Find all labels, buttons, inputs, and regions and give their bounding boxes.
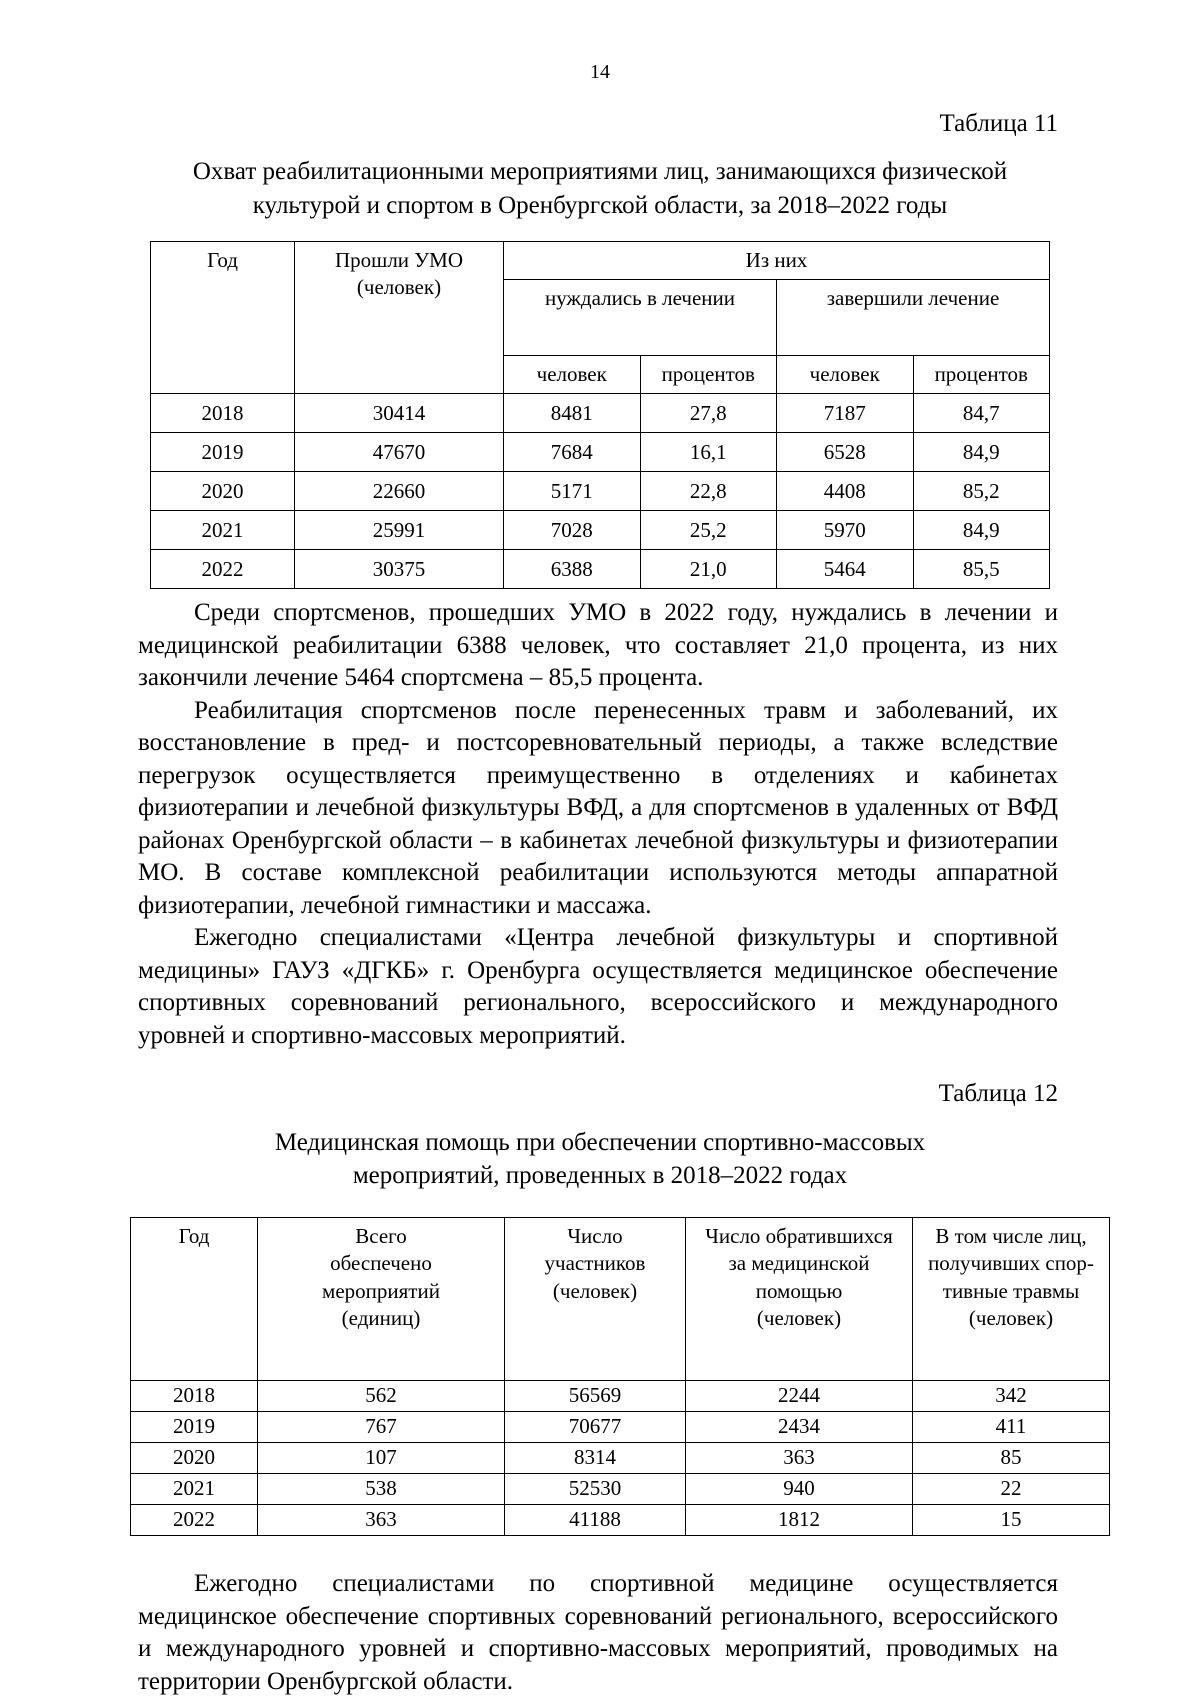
table-12-header-participants xyxy=(505,1218,686,1381)
table-12-header-injuries xyxy=(913,1218,1110,1381)
cell-done-percent: 84,9 xyxy=(913,433,1050,472)
cell-year: 2018 xyxy=(151,394,295,433)
cell-umo: 30375 xyxy=(295,550,504,589)
cell-applied: 2434 xyxy=(686,1412,913,1443)
cell-umo: 30414 xyxy=(295,394,504,433)
table-11-header-row-1 xyxy=(151,241,1050,279)
table-11-header-year: Год xyxy=(151,241,295,394)
cell-need-percent: 27,8 xyxy=(640,394,777,433)
table-12-header-applied-line-2: за медицинской xyxy=(728,1251,870,1276)
cell-need-people: 6388 xyxy=(504,550,641,589)
table-11-header-umo xyxy=(295,241,504,394)
table-12-header-applied xyxy=(686,1218,913,1381)
table-11 xyxy=(150,241,1050,590)
cell-participants: 8314 xyxy=(505,1443,686,1474)
table-12-header-applied-line-4: (человек) xyxy=(756,1305,842,1330)
cell-year: 2019 xyxy=(131,1412,258,1443)
cell-year: 2021 xyxy=(151,511,295,550)
cell-umo: 22660 xyxy=(295,472,504,511)
cell-done-percent: 85,5 xyxy=(913,550,1050,589)
paragraph-1: Среди спортсменов, прошедших УМО в 2022 году, нуждались в лечении и медицинской реабилитации 6388 человек, что составляет 21,0 процента, из них закончили лечение 5464 спортсмена – 85,5 процента. xyxy=(138,599,1058,692)
cell-need-people: 5171 xyxy=(504,472,641,511)
table-12-header-events-line-1: Всего xyxy=(355,1224,407,1249)
table-row xyxy=(151,511,1050,550)
table-12-header-participants-line-1: Число xyxy=(567,1224,623,1249)
cell-done-people: 5970 xyxy=(777,511,914,550)
cell-need-percent: 21,0 xyxy=(640,550,777,589)
cell-participants: 52530 xyxy=(505,1474,686,1505)
cell-year: 2022 xyxy=(131,1505,258,1536)
cell-injuries: 85 xyxy=(913,1443,1110,1474)
cell-events: 767 xyxy=(258,1412,505,1443)
cell-injuries: 22 xyxy=(913,1474,1110,1505)
table-12-title-line-2: мероприятий, проведенных в 2018–2022 годах xyxy=(352,1162,848,1190)
table-12-title xyxy=(130,1126,1070,1194)
cell-events: 363 xyxy=(258,1505,505,1536)
table-11-header-completed-treatment: завершили лечение xyxy=(777,280,1050,356)
page-number: 14 xyxy=(590,61,610,83)
cell-participants: 70677 xyxy=(505,1412,686,1443)
table-12 xyxy=(130,1217,1110,1536)
table-row xyxy=(151,394,1050,433)
table-12-caption: Таблица 12 xyxy=(938,1080,1058,1108)
table-12-header-injuries-line-3: тивные травмы xyxy=(942,1278,1080,1303)
cell-year: 2022 xyxy=(151,550,295,589)
table-row xyxy=(151,472,1050,511)
cell-done-percent: 85,2 xyxy=(913,472,1050,511)
cell-year: 2020 xyxy=(131,1443,258,1474)
cell-events: 562 xyxy=(258,1381,505,1412)
table-row xyxy=(151,433,1050,472)
body-text-block-1 xyxy=(130,597,1070,1052)
cell-year: 2019 xyxy=(151,433,295,472)
cell-applied: 940 xyxy=(686,1474,913,1505)
table-12-header-events xyxy=(258,1218,505,1381)
cell-injuries: 342 xyxy=(913,1381,1110,1412)
cell-done-people: 5464 xyxy=(777,550,914,589)
table-12-header-injuries-line-1: В том числе лиц, xyxy=(935,1224,1087,1249)
cell-events: 107 xyxy=(258,1443,505,1474)
paragraph-2: Реабилитация спортсменов после перенесенных травм и заболеваний, их восстановление в пред- и постсоревновательный периоды, а также вследствие перегрузок осуществляется преимущественно в отделениях и кабинетах физиотерапии и лечебной физкультуры ВФД, а для спортсменов в удаленных от ВФД районах Оренбургской области – в кабинетах лечебной физкультуры и физиотерапии МО. В составе комплексной реабилитации используются методы аппаратной физиотерапии, лечебной гимнастики и массажа. xyxy=(138,696,1058,919)
table-12-header-applied-line-3: помощью xyxy=(755,1278,843,1303)
table-11-header-of-which: Из них xyxy=(504,241,1050,279)
table-11-title-line-2: культурой и спортом в Оренбургской области, за 2018–2022 годы xyxy=(252,192,948,219)
table-11-header-people-completed: человек xyxy=(777,356,914,394)
table-11-caption: Таблица 11 xyxy=(939,110,1058,137)
table-11-header-percent-completed: процентов xyxy=(913,356,1050,394)
table-12-header-events-line-3: мероприятий xyxy=(322,1278,440,1303)
table-12-header-year: Год xyxy=(131,1218,258,1381)
cell-events: 538 xyxy=(258,1474,505,1505)
cell-done-people: 6528 xyxy=(777,433,914,472)
table-11-header-umo-line-2: (человек) xyxy=(356,275,442,300)
cell-umo: 47670 xyxy=(295,433,504,472)
table-11-header-umo-line-1: Прошли УМО xyxy=(334,247,463,272)
cell-need-people: 8481 xyxy=(504,394,641,433)
table-row xyxy=(131,1474,1110,1505)
cell-need-percent: 16,1 xyxy=(640,433,777,472)
table-12-header-events-line-4: (единиц) xyxy=(341,1305,421,1330)
cell-applied: 363 xyxy=(686,1443,913,1474)
cell-injuries: 411 xyxy=(913,1412,1110,1443)
table-row xyxy=(131,1505,1110,1536)
cell-year: 2018 xyxy=(131,1381,258,1412)
table-12-header-row xyxy=(131,1218,1110,1381)
table-12-header-injuries-line-4: (человек) xyxy=(968,1305,1054,1330)
cell-applied: 1812 xyxy=(686,1505,913,1536)
table-11-title xyxy=(130,155,1070,223)
table-12-title-line-1: Медицинская помощь при обеспечении спортивно-массовых xyxy=(274,1128,926,1156)
cell-participants: 56569 xyxy=(505,1381,686,1412)
table-row xyxy=(131,1443,1110,1474)
table-12-header-participants-line-3: (человек) xyxy=(552,1278,638,1303)
paragraph-3: Ежегодно специалистами «Центра лечебной физкультуры и спортивной медицины» ГАУЗ «ДГКБ» г. Оренбурга осуществляется медицинское обеспечение спортивных соревнований регионального, всероссийского и международного уровней и спортивно-массовых мероприятий. xyxy=(138,924,1058,1049)
table-11-header-percent-needed: процентов xyxy=(640,356,777,394)
cell-done-percent: 84,9 xyxy=(913,511,1050,550)
cell-need-people: 7684 xyxy=(504,433,641,472)
cell-umo: 25991 xyxy=(295,511,504,550)
cell-need-people: 7028 xyxy=(504,511,641,550)
cell-applied: 2244 xyxy=(686,1381,913,1412)
table-12-header-events-line-2: обеспечено xyxy=(330,1251,432,1276)
cell-need-percent: 25,2 xyxy=(640,511,777,550)
cell-done-people: 7187 xyxy=(777,394,914,433)
table-11-header-needed-treatment: нуждались в лечении xyxy=(504,280,777,356)
table-11-header-people-needed: человек xyxy=(504,356,641,394)
spacer xyxy=(130,1536,1070,1546)
cell-need-percent: 22,8 xyxy=(640,472,777,511)
body-text-block-2 xyxy=(130,1568,1070,1698)
table-12-header-injuries-line-2: получивших спор- xyxy=(928,1251,1094,1276)
table-row xyxy=(151,550,1050,589)
table-12-header-applied-line-1: Число обратившихся xyxy=(705,1224,893,1249)
table-row xyxy=(131,1412,1110,1443)
cell-done-percent: 84,7 xyxy=(913,394,1050,433)
table-12-header-participants-line-2: участников xyxy=(544,1251,646,1276)
cell-year: 2021 xyxy=(131,1474,258,1505)
cell-injuries: 15 xyxy=(913,1505,1110,1536)
cell-year: 2020 xyxy=(151,472,295,511)
cell-participants: 41188 xyxy=(505,1505,686,1536)
table-11-title-line-1: Охват реабилитационными мероприятиями лиц, занимающихся физической xyxy=(192,158,1008,186)
cell-done-people: 4408 xyxy=(777,472,914,511)
paragraph-4: Ежегодно специалистами по спортивной медицине осуществляется медицинское обеспечение спортивных соревнований регионального, всероссийского и международного уровней и спортивно-массовых мероприятий, проводимых на территории Оренбургской области. xyxy=(138,1570,1058,1695)
table-row xyxy=(131,1381,1110,1412)
